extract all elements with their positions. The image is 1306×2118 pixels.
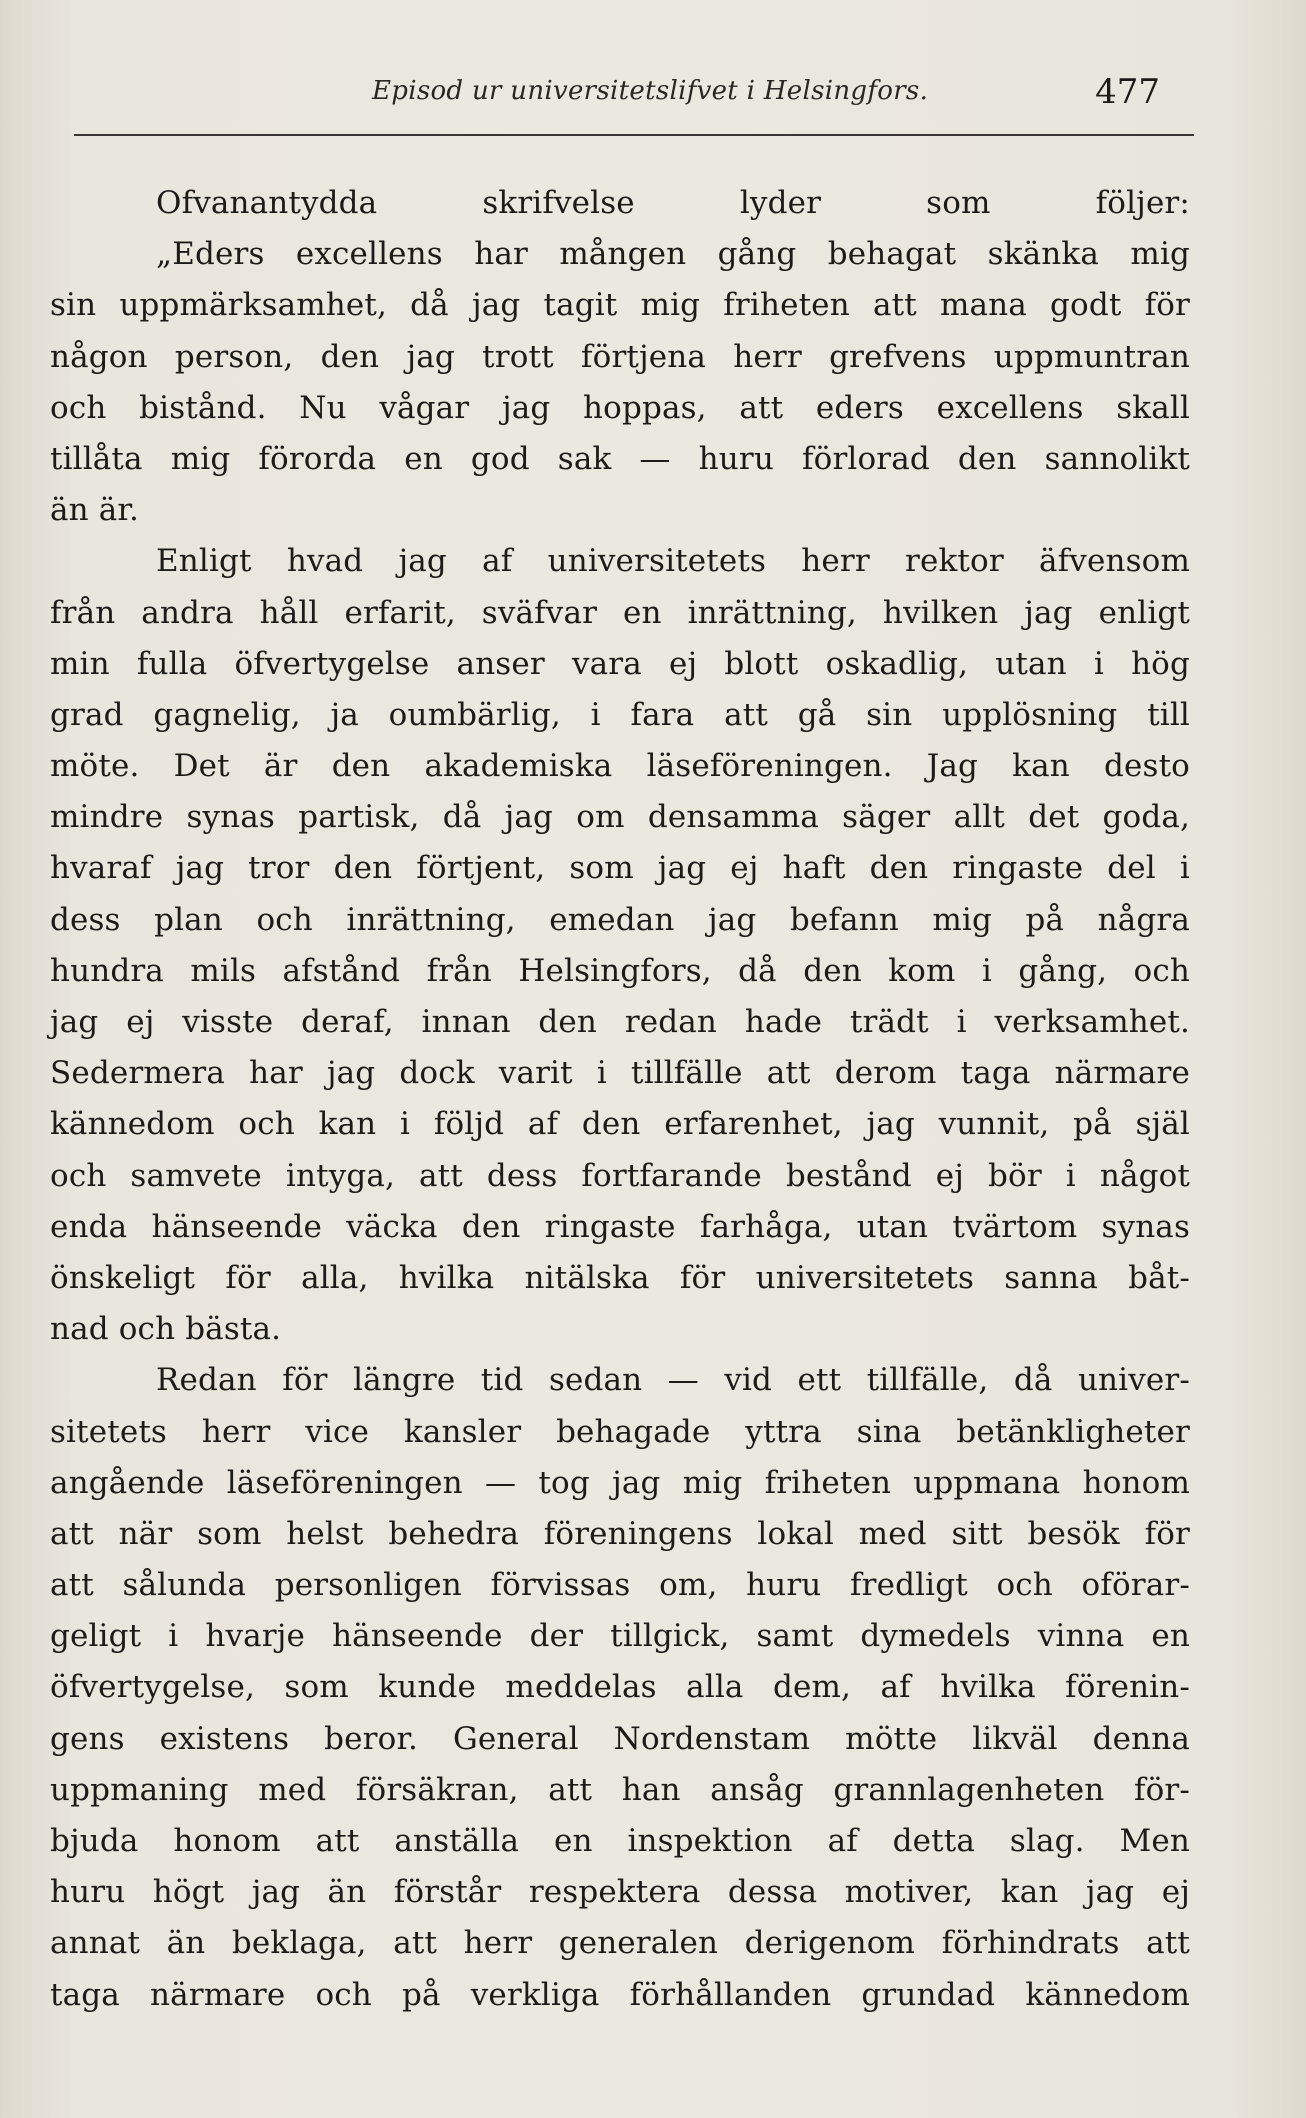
text-line: annat än beklaga, att herr generalen derigenom förhindrats att: [50, 1925, 1190, 1962]
text-line: bjuda honom att anställa en inspektion af detta slag. Men: [50, 1823, 1190, 1859]
text-line: möte. Det är den akademiska läseföreningen. Jag kan desto: [50, 748, 1190, 785]
text-line: sin uppmärksamhet, då jag tagit mig friheten att mana godt för: [50, 287, 1190, 324]
text-line: grad gagnelig, ja oumbärlig, i fara att gå sin upplösning till: [50, 696, 1190, 733]
running-title: Episod ur universitetslifvet i Helsingfors.: [372, 76, 929, 106]
text-line: geligt i hvarje hänseende der tillgick, samt dymedels vinna en: [50, 1618, 1190, 1655]
header-rule: [74, 134, 1194, 136]
text-line: hundra mils afstånd från Helsingfors, då den kom i gång, och: [50, 952, 1190, 989]
text-line: att när som helst behedra föreningens lokal med sitt besök för: [50, 1515, 1190, 1552]
text-line: huru högt jag än förstår respektera dessa motiver, kan jag ej: [50, 1874, 1190, 1911]
text-line: uppmaning med försäkran, att han ansåg grannlagenheten för-: [50, 1771, 1190, 1808]
text-line: än är.: [50, 492, 139, 529]
text-line: taga närmare och på verkliga förhållanden grundad kännedom: [50, 1976, 1190, 2013]
text-line: tillåta mig förorda en god sak — huru förlorad den sannolikt: [50, 440, 1190, 477]
text-line: och bistånd. Nu vågar jag hoppas, att eders excellens skall: [50, 389, 1190, 426]
text-line: någon person, den jag trott förtjena herr grefvens uppmuntran: [50, 338, 1190, 375]
text-line: dess plan och inrättning, emedan jag befann mig på några: [50, 901, 1190, 938]
text-line: min fulla öfvertygelse anser vara ej blott oskadlig, utan i hög: [50, 645, 1190, 682]
text-line: kännedom och kan i följd af den erfarenhet, jag vunnit, på själ: [50, 1106, 1190, 1143]
text-line: och samvete intyga, att dess fortfarande bestånd ej bör i något: [50, 1157, 1190, 1194]
text-line: önskeligt för alla, hvilka nitälska för universitetets sanna båt-: [50, 1259, 1190, 1296]
text-line: att sålunda personligen förvissas om, huru fredligt och oförar-: [50, 1567, 1190, 1604]
text-line: „Eders excellens har mången gång behagat skänka mig: [156, 236, 1190, 273]
text-line: Enligt hvad jag af universitetets herr rektor äfvensom: [156, 543, 1190, 580]
text-line: angående läseföreningen — tog jag mig friheten uppmana honom: [50, 1464, 1190, 1501]
text-line: gens existens beror. General Nordenstam mötte likväl denna: [50, 1720, 1190, 1757]
text-line: mindre synas partisk, då jag om densamma säger allt det goda,: [50, 799, 1190, 836]
text-line: Ofvanantydda skrifvelse lyder som följer:: [156, 185, 1190, 221]
running-header: [50, 72, 1160, 116]
text-line: jag ej visste deraf, innan den redan hade trädt i verksamhet.: [50, 1004, 1190, 1040]
page-number: 477: [1095, 72, 1160, 112]
text-line: Redan för längre tid sedan — vid ett tillfälle, då univer-: [156, 1362, 1190, 1399]
text-line: Sedermera har jag dock varit i tillfälle att derom taga närmare: [50, 1055, 1190, 1092]
text-line: öfvertygelse, som kunde meddelas alla dem, af hvilka förenin-: [50, 1669, 1190, 1706]
text-line: hvaraf jag tror den förtjent, som jag ej haft den ringaste del i: [50, 850, 1190, 887]
text-line: enda hänseende väcka den ringaste farhåga, utan tvärtom synas: [50, 1208, 1190, 1245]
text-line: nad och bästa.: [50, 1311, 282, 1348]
body-text: [50, 178, 1190, 2021]
text-line: från andra håll erfarit, sväfvar en inrättning, hvilken jag enligt: [50, 594, 1190, 631]
text-line: sitetets herr vice kansler behagade yttra sina betänkligheter: [50, 1413, 1190, 1450]
